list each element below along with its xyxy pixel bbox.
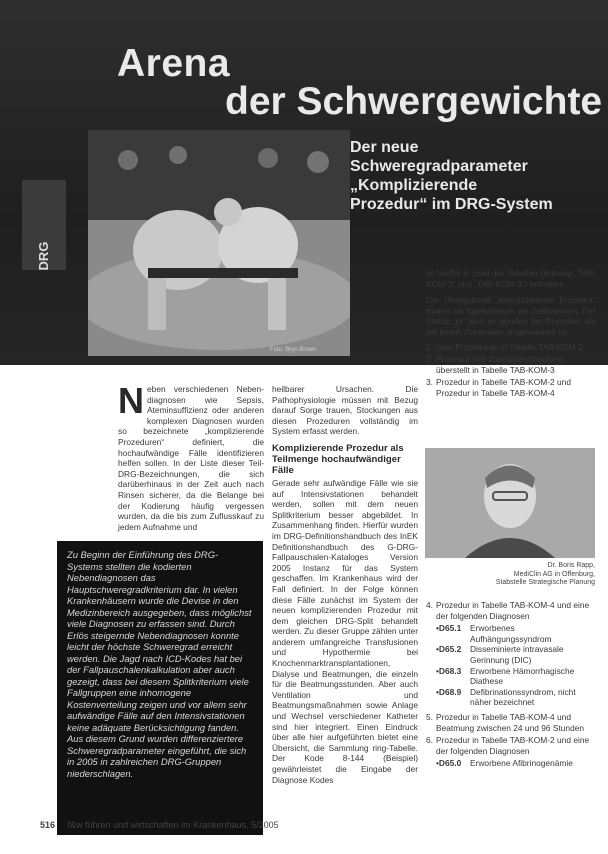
diagnosis-text: Disseminierte intravasale Gerinnung (DIC) — [470, 644, 564, 665]
subtitle — [350, 138, 590, 214]
diagnosis-text: Erworbene Afibrinogenämie — [470, 758, 573, 769]
list-item — [426, 342, 596, 353]
caption-line: Dr. Boris Rapp, — [547, 562, 595, 569]
list-item — [426, 712, 596, 733]
list-item — [426, 600, 596, 621]
subtitle-line: „Komplizierende — [350, 177, 478, 194]
title-line-2: der Schwergewichte — [225, 80, 603, 123]
column-text: heilbarer Ursachen. Die Pathophysiologie müssen mit Bezug darauf Sorge trauen, Stockungen aus diesen Prozeduren vollständig im System erfasst werden. — [272, 384, 418, 437]
diagnosis-code: •D68.9 — [436, 686, 462, 697]
article-column-2 — [272, 384, 418, 785]
list-item — [426, 354, 596, 375]
article-column-3-top — [426, 268, 596, 401]
list-number: 2. — [426, 354, 433, 365]
criteria-list — [426, 342, 596, 399]
caption-line: MediClin AG in Offenburg, — [513, 570, 595, 578]
dropcap: N — [118, 380, 144, 421]
diagnosis-code: •D68.3 — [436, 665, 462, 676]
diagnosis-text: Erworbenes Aufhängungssyndrom — [470, 623, 552, 644]
criteria-list — [426, 712, 596, 756]
photo-credit: Foto: Bryn Brown — [270, 347, 317, 353]
article-column-3-bottom — [426, 600, 596, 769]
list-item — [426, 377, 596, 398]
section-tab-label: DRG — [36, 241, 51, 271]
section-heading: Komplizierende Prozedur als Teilmenge hochaufwändiger Fälle — [272, 442, 404, 476]
column-text: Der Übergaberat „komplizierende Prozedur“ fordert als Splitkriterium ein Zeitkriterium. Der Status „ja“ wird es gerufen bei Prozedur, die bei jenem Parameter umgewandelt ist: — [426, 295, 596, 337]
list-number: 5. — [426, 711, 433, 722]
list-text: Prozedur in Tabelle TAB-KOM-4 und eine der folgenden Diagnosen — [436, 600, 590, 621]
diagnosis-text: Defibrinationssyndrom, nicht näher bezeichnet — [470, 686, 576, 708]
list-number: 6. — [426, 735, 433, 746]
list-item — [426, 735, 596, 756]
caption-line: Stabstelle Strategische Planung — [495, 579, 595, 586]
column-text: eben verschiedenen Neben-diagnosen wie Sepsis, Ateminsuffizienz oder anderen komplexen Diagnosen wurden so bezeichnete „komplizierende Prozeduren“ definiert, die hochaufwändige Fälle identifizieren helfen sollen. In der Liste dieser Teil-DRG-Bezeichnungen, die sich darüberhinaus in der Zeit auch nach Rinsen sicherer, da die Belange bei der Kodierung häufig vergessen wurden, da die bis zum Zuflusskauf zu jedem Aufnahme und — [118, 384, 264, 532]
list-number: 4. — [426, 600, 433, 610]
list-text: Prozedur in Tabelle TAB-KOM-2 und Prozedur in Tabelle TAB-KOM-4 — [436, 377, 571, 398]
journal-name: f&w führen und wirtschaften im Krankenhaus, 5/2005 — [67, 820, 279, 830]
diagnosis-code-list — [426, 623, 596, 708]
author-portrait — [425, 448, 595, 558]
pull-quote-text: Zu Beginn der Einführung des DRG-Systems stellten die kodierten Nebendiagnosen das Hauptschweregradkriterium dar. In vielen Krankenhäusern wurde die Devise in den Medizinbereich ausgegeben, dass möglichst viele Diagnosen zu erfassen sind. Durch Erlös steigernde Nebendiagnosen konnte leicht der höchste Schweregrad erreicht werden. Die Jagd nach ICD-Kodes hat bei der Fallpauschalenkalkulation aber auch gezeigt, dass bei diesem Splitkriterium viele Fallgruppen eine inhomogene Kostenverteilung zeigen und vor allem sehr aufwändige Fälle auf den Intensivstationen keine adäquate Berücksichtigung fanden. Aus diesem Grund wurden differenziertere Schweregradparameter eingeführt, die sich in 2005 in zahlreichen DRG-Gruppen niederschlagen. — [67, 549, 252, 779]
article-column-1 — [118, 380, 264, 532]
code-item — [436, 666, 596, 687]
list-text: Prozedur in Tabelle TAB-KOM-4 und Beatmung zwischen 24 und 96 Stunden — [436, 711, 585, 733]
title-line-1: Arena — [117, 42, 231, 85]
diagnosis-code: •D65.2 — [436, 644, 462, 655]
code-item — [436, 623, 596, 644]
list-text: Prozedur (mit Zusatzkennzeichen) überstellt in Tabelle TAB-KOM-3 — [436, 354, 564, 375]
subtitle-line: Der neue — [350, 139, 419, 156]
page-number: 516 — [40, 820, 56, 830]
subtitle-line: Schweregradparameter — [350, 158, 528, 175]
sumo-photo — [88, 130, 350, 356]
diagnosis-text: Erworbene Hämorrhagische Diathese — [470, 665, 575, 687]
list-text: Prozedur in Tabelle TAB-KOM-2 und eine der folgenden Diagnosen — [436, 735, 590, 756]
pull-quote — [57, 541, 263, 835]
column-text: Gerade sehr aufwändige Fälle wie sie auf Intensivstationen behandelt werden, sollen mit dem neuen Splitkriterium besser abgebildet. In Zusammenhang finden. Hierfür wurden im DRG-Definitionshandbuch des InEK Definitionshandbuch des G-DRG-Fallpauschalen-Kataloges Version 2005 Instanz für das System geschaffen. Im Krankenhaus wird der Fall definiert. In der Folge können diese Fälle zunächst im System der neuen komplizierenden Prozedur mit dem gleichen DRG-Split behandelt werden. Zu dieser Gruppe zählen unter anderem umfangreiche Transfusionen und Hypothermie bei Knochenmarktransplantationen, Dialyse und Beatmungen, die einzeln für die Beatmungsstunden. Aber auch Ventilation und Beatmungsmaßnahmen sowie Anlage und Wechsel verschiedener Katheter sind hier integriert. Einen Eindruck über alle hier aufgeführten bietet eine Übersicht, die Sammlung ring-Tabelle. Der Kode 8-144 (Beispiel) gewährleistet die Eingabe der Diagnose Kodes — [272, 477, 418, 785]
column-text: ist hierfür in zwei der Tabellen (Anhang „TAB-KOM-3“ und „TAB-KOM-3“) enthalten. — [426, 268, 596, 289]
code-item — [436, 758, 596, 769]
list-number: 1. — [426, 341, 433, 352]
diagnosis-code-list — [426, 758, 596, 769]
criteria-list — [426, 600, 596, 621]
diagnosis-code: •D65.0 — [436, 758, 462, 769]
list-text: zwei Prozeduren in Tabelle TAB-KOM-2 — [436, 341, 584, 352]
portrait-caption — [460, 562, 595, 588]
diagnosis-code: •D65.1 — [436, 623, 462, 634]
code-item — [436, 687, 596, 708]
code-item — [436, 644, 596, 665]
subtitle-line: Prozedur“ im DRG-System — [350, 196, 553, 213]
page-footer — [40, 820, 279, 830]
list-number: 3. — [426, 377, 433, 388]
